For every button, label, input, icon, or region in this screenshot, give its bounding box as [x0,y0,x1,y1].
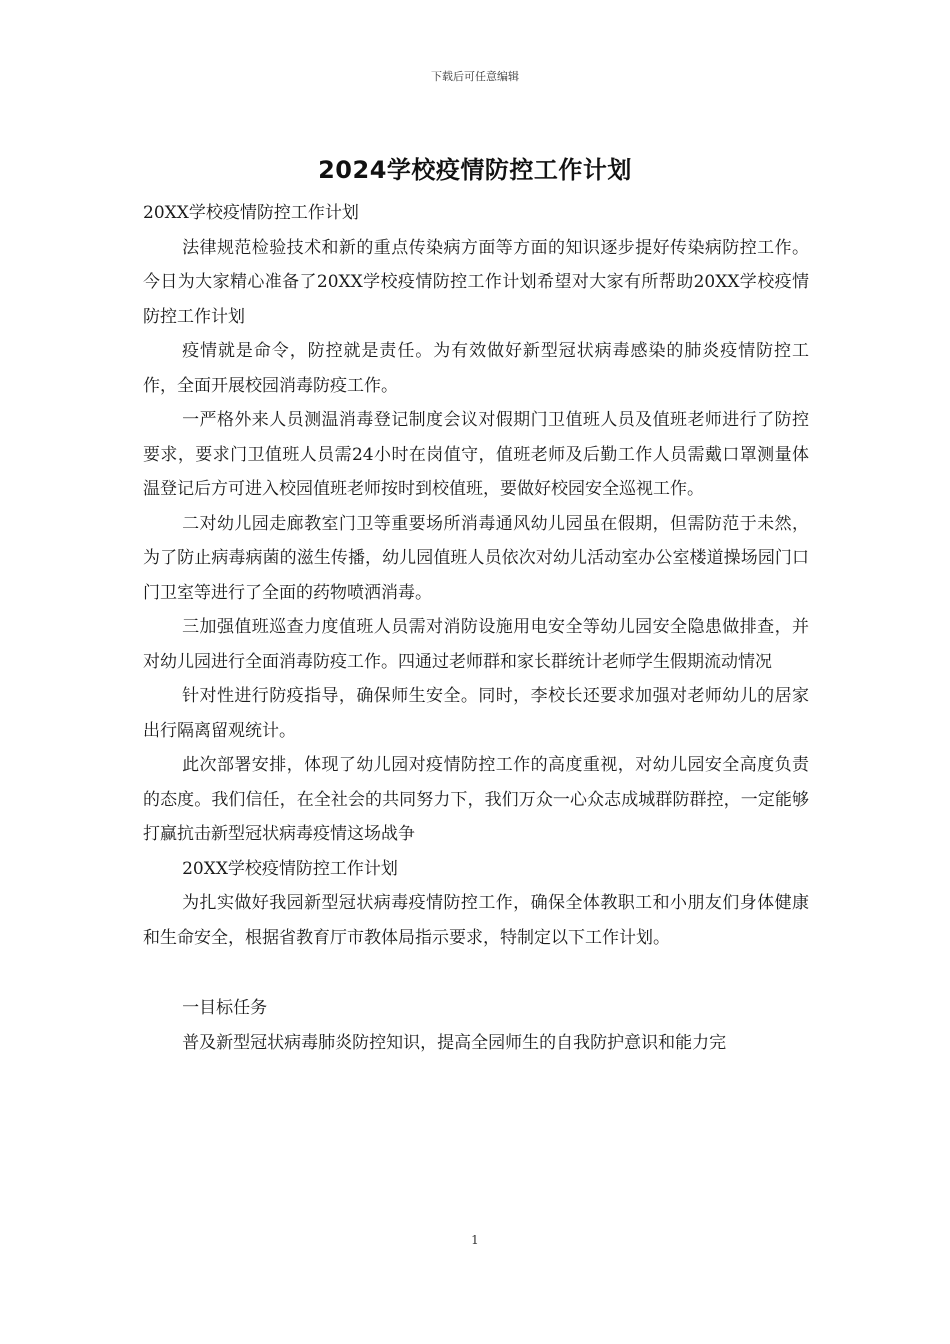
section-heading: 20XX学校疫情防控工作计划 [182,858,398,879]
paragraph: 针对性进行防疫指导，确保师生安全。同时，李校长还要求加强对老师幼儿的居家出行隔离留观统计。 [143,686,809,741]
paragraph: 三加强值班巡查力度值班人员需对消防设施用电安全等幼儿园安全隐患做排查，并对幼儿园进行全面消毒防疫工作。四通过老师群和家长群统计老师学生假期流动情况 [143,617,809,672]
document-title: 2024学校疫情防控工作计划 [318,156,632,184]
paragraph: 为扎实做好我园新型冠状病毒疫情防控工作，确保全体教职工和小朋友们身体健康和生命安全，根据省教育厅市教体局指示要求，特制定以下工作计划。 [143,893,809,948]
document-body [143,196,809,1060]
page-header-note: 下载后可任意编辑 [431,70,519,83]
paragraph: 一严格外来人员测温消毒登记制度会议对假期门卫值班人员及值班老师进行了防控要求，要求门卫值班人员需24小时在岗值守，值班老师及后勤工作人员需戴口罩测量体温登记后方可进入校园值班老师按时到校值班，要做好校园安全巡视工作。 [143,410,809,499]
blank-line [143,955,809,991]
paragraph: 普及新型冠状病毒肺炎防控知识，提高全园师生的自我防护意识和能力完 [182,1032,727,1053]
page-number: 1 [471,1233,479,1247]
paragraph-subtitle: 20XX学校疫情防控工作计划 [143,203,359,223]
section-heading: 一目标任务 [182,998,268,1018]
paragraph: 二对幼儿园走廊教室门卫等重要场所消毒通风幼儿园虽在假期，但需防范于未然，为了防止病毒病菌的滋生传播，幼儿园值班人员依次对幼儿活动室办公室楼道操场园门口门卫室等进行了全面的药物喷洒消毒。 [143,513,809,603]
paragraph: 此次部署安排，体现了幼儿园对疫情防控工作的高度重视，对幼儿园安全高度负责的态度。我们信任，在全社会的共同努力下，我们万众一心众志成城群防群控，一定能够打赢抗击新型冠状病毒疫情这场战争 [143,755,809,844]
paragraph: 法律规范检验技术和新的重点传染病方面等方面的知识逐步提好传染病防控工作。今日为大家精心准备了20XX学校疫情防控工作计划希望对大家有所帮助20XX学校疫情防控工作计划 [143,237,809,327]
paragraph: 疫情就是命令，防控就是责任。为有效做好新型冠状病毒感染的肺炎疫情防控工作，全面开展校园消毒防疫工作。 [143,341,809,396]
